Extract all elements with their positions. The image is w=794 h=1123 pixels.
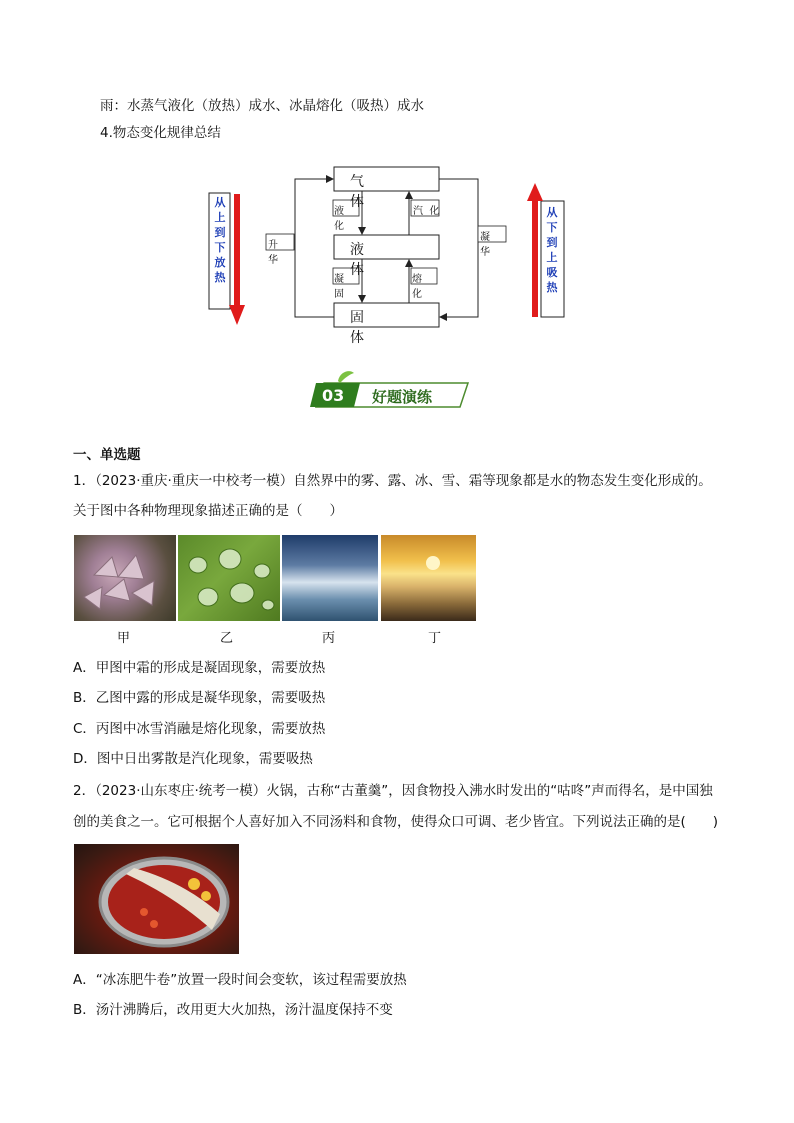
- q2-option-b: B．汤汁沸腾后，改用更大火加热，汤汁温度保持不变: [73, 1002, 393, 1018]
- vaporize-label: 汽 化: [413, 206, 440, 217]
- caption-yi: 乙: [220, 631, 234, 646]
- deposit-label: 凝华: [480, 232, 490, 258]
- q2-stem-line1: 2．（2023·山东枣庄·统考一模）火锅，古称“古董羹”，因食物投入沸水时发出的“咕咚”声而得名，是中国独: [73, 783, 713, 799]
- banner-title: 好题演练: [372, 388, 433, 406]
- sunrise-fog-photo: [381, 535, 476, 621]
- q1-option-a: A．甲图中霜的形成是凝固现象，需要放热: [73, 660, 326, 676]
- caption-jia: 甲: [117, 631, 131, 646]
- q2-option-a: A．“冰冻肥牛卷”放置一段时间会变软，该过程需要放热: [73, 972, 407, 988]
- liquefy-label: 液化: [334, 206, 344, 232]
- leaf-icon: [338, 371, 354, 383]
- banner-number: 03: [322, 386, 345, 405]
- solid-label: 固 体: [350, 310, 374, 346]
- freeze-label: 凝固: [334, 274, 344, 300]
- diagram-lines: [0, 0, 794, 340]
- liquid-label: 液 体: [350, 242, 374, 278]
- caption-ding: 丁: [428, 631, 442, 646]
- q1-option-c: C．丙图中冰雪消融是熔化现象，需要放热: [73, 721, 326, 737]
- right-vertical-text: 从 下 到 上 吸 热: [546, 206, 558, 294]
- ice-snow-photo: [282, 535, 378, 621]
- frost-leaves-photo: [74, 535, 176, 621]
- rain-line: 雨：水蒸气液化（放热）成水、冰晶熔化（吸热）成水: [100, 98, 424, 114]
- q1-option-b: B．乙图中露的形成是凝华现象，需要吸热: [73, 690, 326, 706]
- left-vertical-text: 从 上 到 下 放 热: [214, 196, 226, 284]
- heading-4: 4.物态变化规律总结: [100, 125, 221, 141]
- q1-stem-line2: 关于图中各种物理现象描述正确的是（ ）: [73, 503, 343, 519]
- q1-stem-line1: 1．（2023·重庆·重庆一中校考一模）自然界中的雾、露、冰、雪、霜等现象都是水的物态发生变化形成的。: [73, 473, 712, 489]
- red-up-arrow: [532, 200, 538, 317]
- red-down-arrow: [234, 194, 240, 306]
- caption-bing: 丙: [322, 631, 336, 646]
- q1-option-d: D．图中日出雾散是汽化现象，需要吸热: [73, 751, 313, 767]
- dew-drops-photo: [178, 535, 280, 621]
- section-banner: [310, 371, 470, 411]
- gas-label: 气 体: [350, 174, 374, 210]
- sublimate-label: 升华: [268, 240, 278, 266]
- section-title: 一、单选题: [73, 447, 141, 463]
- q2-stem-line2: 创的美食之一。它可根据个人喜好加入不同汤料和食物，使得众口可调、老少皆宜。下列说法正确的是( ): [73, 814, 719, 830]
- hotpot-photo: [74, 844, 239, 954]
- melt-label: 熔化: [412, 274, 422, 300]
